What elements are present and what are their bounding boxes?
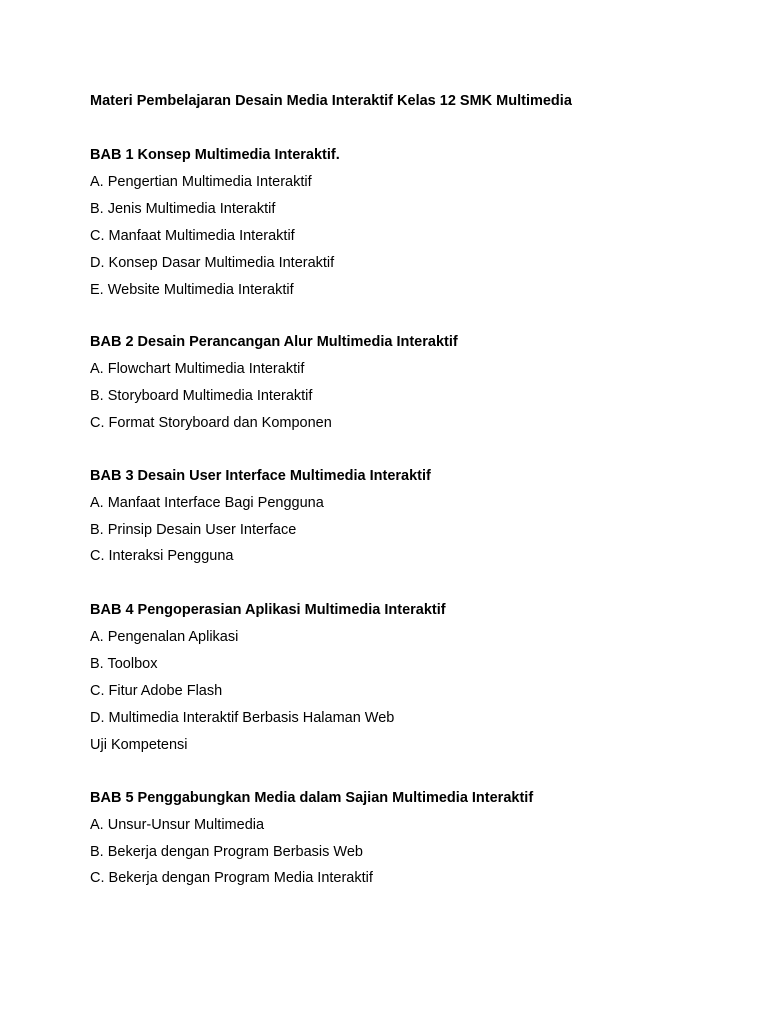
chapter-2-heading: BAB 2 Desain Perancangan Alur Multimedia Interaktif [90,334,458,350]
chapter-4-item: A. Pengenalan Aplikasi [90,629,239,645]
chapter-2-item: A. Flowchart Multimedia Interaktif [90,361,305,377]
document-title: Materi Pembelajaran Desain Media Interaktif Kelas 12 SMK Multimedia [90,93,572,109]
chapter-4-item: Uji Kompetensi [90,737,188,753]
chapter-2-item: C. Format Storyboard dan Komponen [90,415,332,431]
chapter-5-item: B. Bekerja dengan Program Berbasis Web [90,844,363,860]
chapter-3-item: B. Prinsip Desain User Interface [90,522,297,538]
chapter-5-item: C. Bekerja dengan Program Media Interaktif [90,870,373,886]
chapter-4-item: C. Fitur Adobe Flash [90,683,223,699]
chapter-1-item: E. Website Multimedia Interaktif [90,282,294,298]
chapter-3-item: C. Interaksi Pengguna [90,548,234,564]
chapter-4-heading: BAB 4 Pengoperasian Aplikasi Multimedia Interaktif [90,602,446,618]
chapter-1-item: D. Konsep Dasar Multimedia Interaktif [90,255,335,271]
chapter-1-heading: BAB 1 Konsep Multimedia Interaktif. [90,147,340,163]
chapter-5-item: A. Unsur-Unsur Multimedia [90,817,265,833]
chapter-1-item: B. Jenis Multimedia Interaktif [90,201,276,217]
chapter-1-item: C. Manfaat Multimedia Interaktif [90,228,295,244]
chapter-1-item: A. Pengertian Multimedia Interaktif [90,174,312,190]
chapter-3-item: A. Manfaat Interface Bagi Pengguna [90,495,324,511]
chapter-4-item: D. Multimedia Interaktif Berbasis Halaman Web [90,710,395,726]
chapter-4-item: B. Toolbox [90,656,158,672]
chapter-5-heading: BAB 5 Penggabungkan Media dalam Sajian Multimedia Interaktif [90,790,534,806]
chapter-3-heading: BAB 3 Desain User Interface Multimedia Interaktif [90,468,431,484]
chapter-2-item: B. Storyboard Multimedia Interaktif [90,388,313,404]
